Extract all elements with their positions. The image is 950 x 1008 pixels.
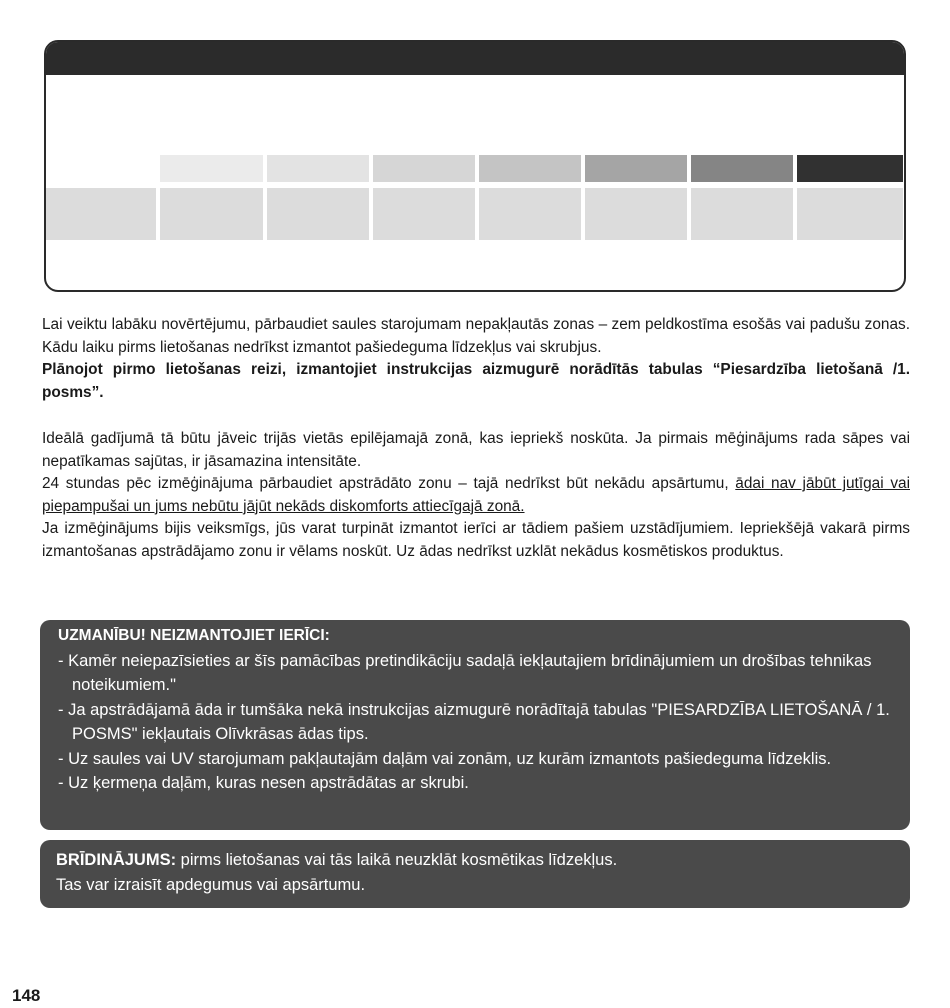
caution-item: - Kamēr neiepazīsieties ar šīs pamācības pretindikāciju sadaļā iekļautajiem brīdinājumiem un drošības tehnikas noteikumiem." (58, 651, 872, 694)
warning-box (40, 840, 910, 908)
warning-line-2: Tas var izraisīt apdegumus vai apsārtumu. (56, 875, 366, 894)
caution-item: - Ja apstrādājamā āda ir tumšāka nekā instrukcijas aizmugurē norādītajā tabulas "PIESARDZĪBA LIETOŠANĀ / 1. POSMS" iekļautais Olīvkrāsas ādas tips. (58, 700, 890, 743)
tone-swatch-5 (585, 155, 687, 182)
tone-swatch-4 (479, 155, 581, 182)
row-label-cell (46, 188, 156, 240)
tone-swatch-6 (691, 155, 793, 182)
warning-label: BRĪDINĀJUMS: (56, 851, 177, 869)
instruction-underlined-text: ādai nav jābūt jutīgai vai piepampušai un jums nebūtu jājūt nekāds diskomforts attiecīgajā zonā. (42, 475, 910, 515)
tone-swatch-1 (160, 155, 263, 182)
instruction-text: 24 stundas pēc izmēģinājuma pārbaudiet apstrādāto zonu – tajā nedrīkst būt nekādu apsārtumu, (42, 475, 736, 492)
table-cell (797, 188, 903, 240)
instruction-paragraph-1 (42, 314, 910, 404)
instruction-paragraph-2 (42, 428, 910, 563)
table-cell (585, 188, 687, 240)
caution-item: - Uz ķermeņa daļām, kuras nesen apstrādātas ar skrubi. (58, 774, 469, 792)
swatch-row (160, 155, 904, 182)
tone-swatch-2 (267, 155, 369, 182)
table-cell (267, 188, 369, 240)
tone-swatch-7 (797, 155, 903, 182)
caution-list (58, 649, 890, 796)
page-number: 148 (12, 986, 41, 1005)
table-header-bar (46, 42, 904, 75)
instruction-text: Ideālā gadījumā tā būtu jāveic trijās vietās epilējamajā zonā, kas iepriekš noskūta. Ja pirmais mēģinājums rada sāpes vai nepatīkamas sajūtas, ir jāsamazina intensitāte. (42, 430, 910, 470)
instruction-text: Lai veiktu labāku novērtējumu, pārbaudiet saules starojumam nepakļautās zonas – zem peldkostīma esošās vai padušu zonas. Kādu laiku pirms lietošanas nedrīkst izmantot pašiedeguma līdzekļus vai skrubjus. (42, 316, 910, 356)
tone-swatch-3 (373, 155, 475, 182)
caution-title: UZMANĪBU! NEIZMANTOJIET IERĪCI: (58, 627, 330, 644)
instruction-text: Ja izmēģinājums bijis veiksmīgs, jūs varat turpināt izmantot ierīci ar tādiem pašiem uzstādījumiem. Iepriekšējā vakarā pirms izmantošanas apstrādājamo zonu ir vēlams noskūt. Uz ādas nedrīkst uzklāt nekādus kosmētiskos produktus. (42, 520, 910, 560)
table-cell (373, 188, 475, 240)
table-cell (691, 188, 793, 240)
skin-tone-table (44, 40, 906, 292)
table-cell (160, 188, 263, 240)
warning-text: pirms lietošanas vai tās laikā neuzklāt kosmētikas līdzekļus. (176, 851, 618, 869)
warning-line-1 (56, 848, 892, 873)
instruction-bold-text: Plānojot pirmo lietošanas reizi, izmantojiet instrukcijas aizmugurē norādītās tabulas “Piesardzība lietošanā /1. posms”. (42, 361, 910, 401)
caution-item: - Uz saules vai UV starojumam pakļautajām daļām vai zonām, uz kurām izmantots pašiedeguma līdzeklis. (58, 749, 832, 768)
caution-box (40, 620, 910, 830)
tone-value-row (46, 188, 904, 240)
table-cell (479, 188, 581, 240)
